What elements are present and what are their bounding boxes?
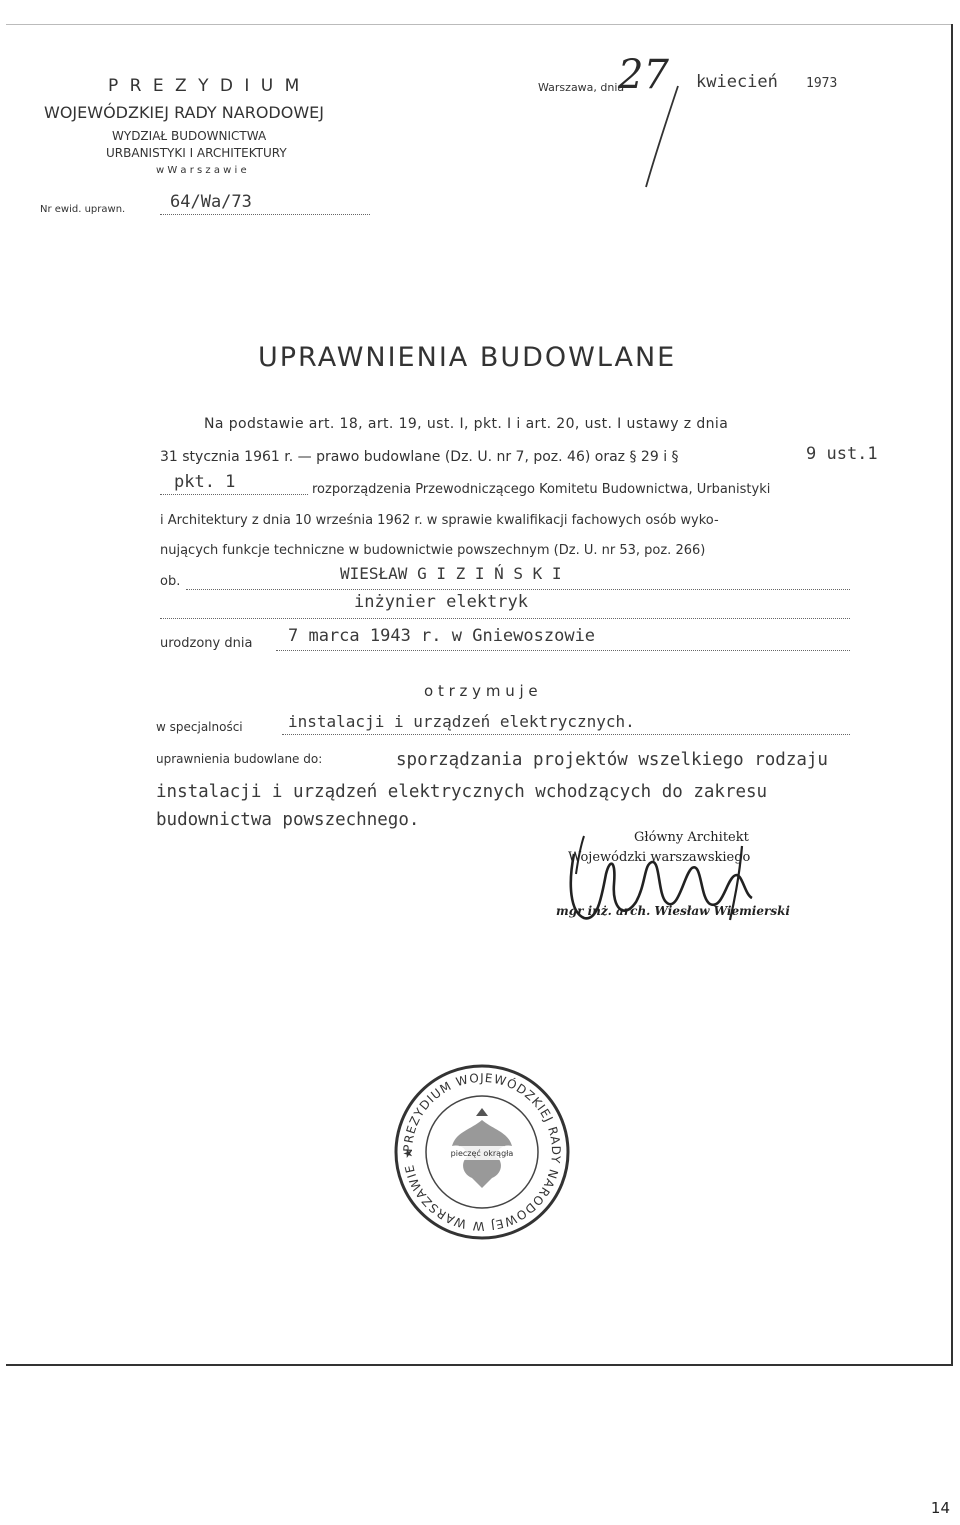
citizen-dots xyxy=(186,589,850,590)
record-number-value: 64/Wa/73 xyxy=(170,192,252,212)
legal-line-5: nujących funkcje techniczne w budownictwie powszechnym (Dz. U. nr 53, poz. 266) xyxy=(160,543,706,558)
month-value: kwiecień xyxy=(696,72,778,92)
legal-line-3: rozporządzenia Przewodniczącego Komitetu Budownictwa, Urbanistyki xyxy=(312,482,771,497)
page-number: 14 xyxy=(930,1499,950,1517)
rights-line-2: instalacji i urządzeń elektrycznych wchodzących do zakresu xyxy=(156,782,768,802)
legal-line-2: 31 stycznia 1961 r. — prawo budowlane (Dz. U. nr 7, poz. 46) oraz § 29 i § xyxy=(160,449,679,465)
signatory-name: mgr inż. arch. Wiesław Wiemierski xyxy=(556,904,790,918)
specialty-value: instalacji i urządzeń elektrycznych. xyxy=(288,712,635,731)
signature-role-2: Wojewódzki warszawskiego xyxy=(568,850,751,865)
born-label: urodzony dnia xyxy=(160,636,253,651)
document-title: UPRAWNIENIA BUDOWLANE xyxy=(258,342,677,373)
born-value: 7 marca 1943 r. w Gniewoszowie xyxy=(288,626,596,646)
handwritten-day: 27 xyxy=(618,52,669,98)
record-number-label: Nr ewid. uprawn. xyxy=(40,204,126,215)
frame-top-line xyxy=(6,24,951,25)
rights-line-3: budownictwa powszechnego. xyxy=(156,810,420,830)
legal-line-3-dots xyxy=(160,494,308,495)
legal-line-3-fill: pkt. 1 xyxy=(174,472,236,492)
legal-line-1: Na podstawie art. 18, art. 19, ust. I, pkt. I i art. 20, ust. I ustawy z dnia xyxy=(204,416,729,432)
rights-line-1: sporządzania projektów wszelkiego rodzaju xyxy=(396,750,828,770)
specialty-label: w specjalności xyxy=(156,720,243,734)
legal-line-2-fill: 9 ust.1 xyxy=(806,444,878,464)
specialty-dots xyxy=(282,734,850,735)
round-official-stamp xyxy=(390,1060,574,1244)
header-department-1: WYDZIAŁ BUDOWNICTWA xyxy=(112,129,267,143)
profession-dots xyxy=(160,618,850,619)
signature-role-1: Główny Architekt xyxy=(634,830,749,845)
year-value: 1973 xyxy=(806,76,838,91)
rights-label: uprawnienia budowlane do: xyxy=(156,752,323,766)
day-slash-stroke xyxy=(606,82,686,192)
svg-text:PREZYDIUM WOJEWÓDZKIEJ RADY NA: PREZYDIUM WOJEWÓDZKIEJ RADY NARODOWEJ W WARSZAWIE ★ xyxy=(400,1070,564,1234)
legal-line-4: i Architektury z dnia 10 września 1962 r. w sprawie kwalifikacji fachowych osób wyko- xyxy=(160,513,719,528)
professional-title: inżynier elektryk xyxy=(354,592,528,612)
svg-text:pieczęć okrągła: pieczęć okrągła xyxy=(450,1149,514,1158)
citizen-name: WIESŁAW G I Z I Ń S K I xyxy=(340,564,562,583)
place-date-label: Warszawa, dnia xyxy=(538,81,625,94)
born-dots xyxy=(276,650,850,651)
receives-heading: o t r z y m u j e xyxy=(424,682,538,700)
header-city: w W a r s z a w i e xyxy=(156,165,247,176)
citizen-label: ob. xyxy=(160,574,181,589)
header-council: WOJEWÓDZKIEJ RADY NARODOWEJ xyxy=(44,103,324,122)
header-presidium: P R E Z Y D I U M xyxy=(108,76,303,96)
header-department-2: URBANISTYKI I ARCHITEKTURY xyxy=(106,146,287,160)
record-number-dots xyxy=(160,214,370,215)
document-frame xyxy=(6,24,953,1366)
